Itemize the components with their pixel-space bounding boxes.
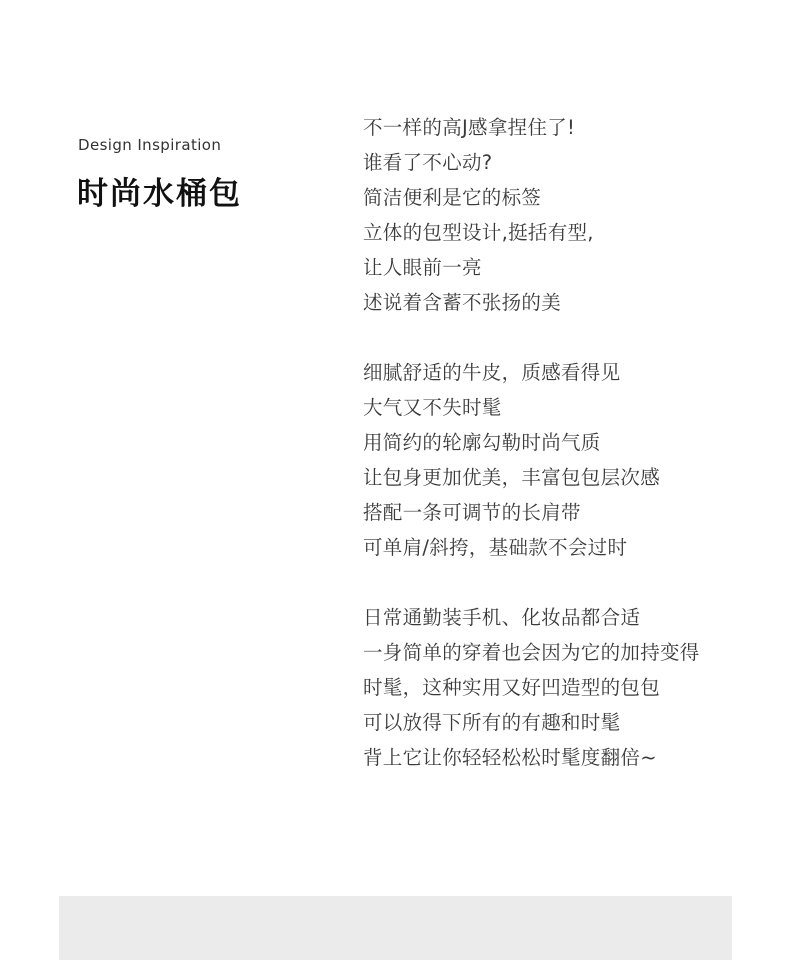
- text-line: 谁看了不心动?: [363, 151, 493, 174]
- paragraph-3: [363, 600, 778, 775]
- text-line: 让人眼前一亮: [363, 256, 482, 279]
- text-line: 述说着含蓄不张扬的美: [363, 291, 562, 314]
- text-line: 不一样的高J感拿捏住了!: [363, 116, 576, 139]
- image-placeholder-panel: [59, 896, 732, 960]
- text-line: 一身简单的穿着也会因为它的加持变得: [363, 641, 700, 664]
- text-line: 大气又不失时髦: [363, 396, 502, 419]
- description-text: [363, 110, 778, 810]
- text-line: 可以放得下所有的有趣和时髦: [363, 711, 621, 734]
- text-line: 立体的包型设计,挺括有型,: [363, 221, 594, 244]
- text-line: 用简约的轮廓勾勒时尚气质: [363, 431, 601, 454]
- text-line: 背上它让你轻轻松松时髦度翻倍~: [363, 746, 657, 769]
- text-line: 时髦，这种实用又好凹造型的包包: [363, 676, 661, 699]
- paragraph-1: [363, 110, 778, 320]
- text-line: 细腻舒适的牛皮，质感看得见: [363, 361, 621, 384]
- text-line: 让包身更加优美，丰富包包层次感: [363, 466, 661, 489]
- paragraph-2: [363, 355, 778, 565]
- text-line: 日常通勤装手机、化妆品都合适: [363, 606, 641, 629]
- text-line: 简洁便利是它的标签: [363, 186, 542, 209]
- text-line: 可单肩/斜挎，基础款不会过时: [363, 536, 628, 559]
- text-line: 搭配一条可调节的长肩带: [363, 501, 581, 524]
- section-subtitle: Design Inspiration: [78, 136, 222, 154]
- page-title: 时尚水桶包: [77, 176, 242, 212]
